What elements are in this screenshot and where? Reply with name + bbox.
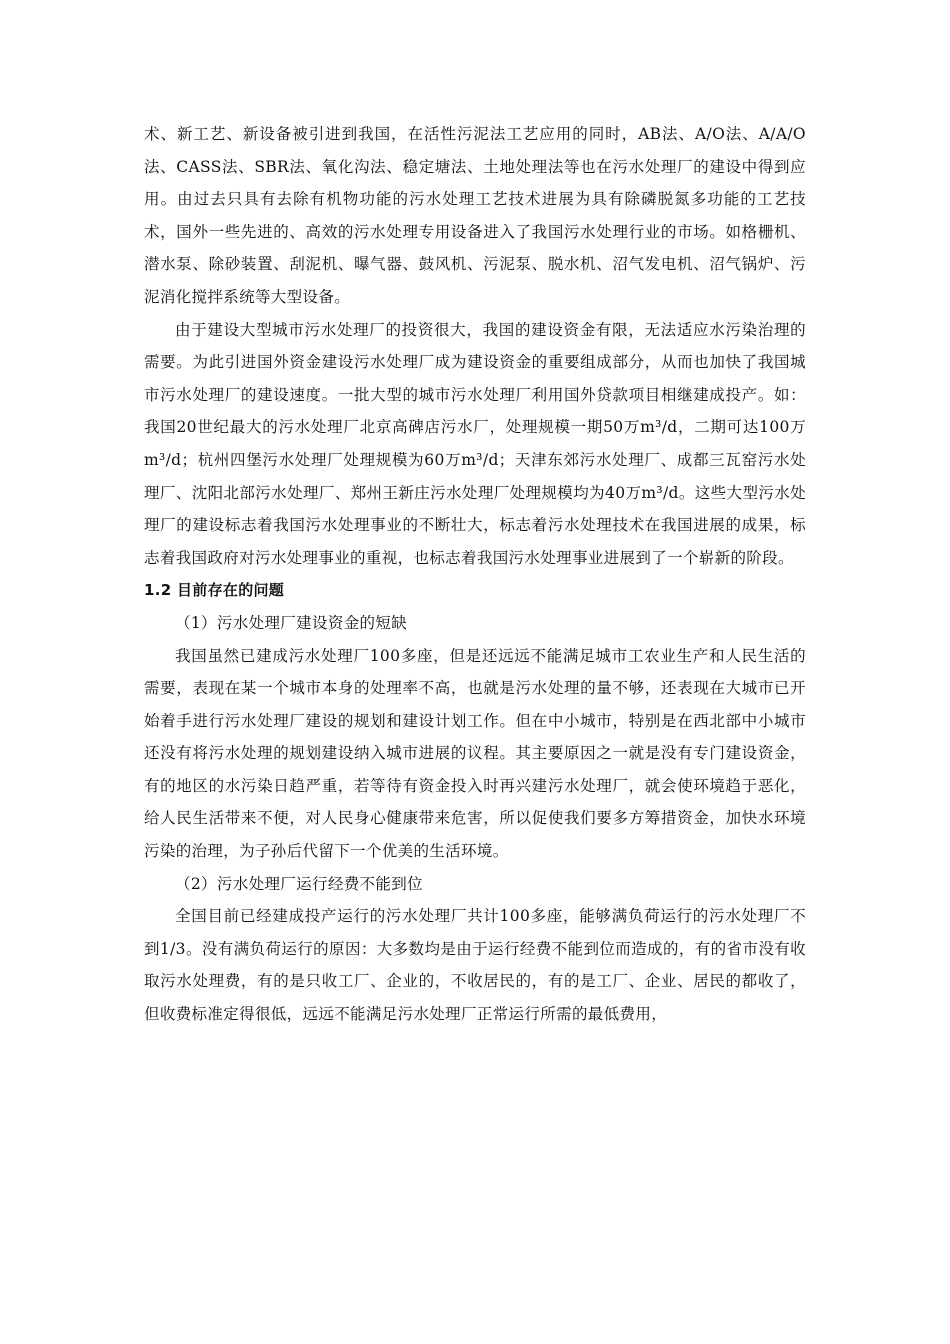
section-heading-current-problems: 1.2 目前存在的问题 [144, 581, 285, 600]
paragraph-process-technology: 术、新工艺、新设备被引进到我国，在活性污泥法工艺应用的同时，AB法、A/O法、A/A/O法、CASS法、SBR法、氧化沟法、稳定塘法、土地处理法等也在污水处理厂的建设中得到应用。由过去只具有去除有机物功能的污水处理工艺技术进展为具有除磷脱氮多功能的工艺技术，国外一些先进的、高效的污水处理专用设备进入了我国污水处理行业的市场。如格栅机、潜水泵、除砂装置、刮泥机、曝气器、鼓风机、污泥泵、脱水机、沼气发电机、沼气锅炉、污泥消化搅拌系统等大型设备。 [144, 125, 806, 306]
subheading-funding-shortage: （1）污水处理厂建设资金的短缺 [175, 613, 408, 632]
paragraph-funding-shortage: 我国虽然已建成污水处理厂100多座，但是还远远不能满足城市工农业生产和人民生活的需要，表现在某一个城市本身的处理率不高，也就是污水处理的量不够，还表现在大城市已开始着手进行污水处理厂建设的规划和建设计划工作。但在中小城市，特别是在西北部中小城市还没有将污水处理的规划建设纳入城市进展的议程。其主要原因之一就是没有专门建设资金，有的地区的水污染日趋严重，若等待有资金投入时再兴建污水处理厂，就会使环境趋于恶化，给人民生活带来不便，对人民身心健康带来危害，所以促使我们要多方筹措资金，加快水环境污染的治理，为子孙后代留下一个优美的生活环境。 [144, 646, 806, 861]
paragraph-foreign-investment: 由于建设大型城市污水处理厂的投资很大，我国的建设资金有限，无法适应水污染治理的需要。为此引进国外资金建设污水处理厂成为建设资金的重要组成部分，从而也加快了我国城市污水处理厂的建设速度。一批大型的城市污水处理厂利用国外贷款项目相继建成投产。如：我国20世纪最大的污水处理厂北京高碑店污水厂，处理规模一期50万m³/d，二期可达100万m³/d；杭州四堡污水处理厂处理规模为60万m³/d；天津东郊污水处理厂、成都三瓦窑污水处理厂、沈阳北部污水处理厂、郑州王新庄污水处理厂处理规模均为40万m³/d。这些大型污水处理厂的建设标志着我国污水处理事业的不断壮大，标志着污水处理技术在我国进展的成果，标志着我国政府对污水处理事业的重视，也标志着我国污水处理事业进展到了一个崭新的阶段。 [144, 320, 806, 567]
paragraph-operating-funds: 全国目前已经建成投产运行的污水处理厂共计100多座，能够满负荷运行的污水处理厂不到1/3。没有满负荷运行的原因：大多数均是由于运行经费不能到位而造成的，有的省市没有收取污水处理费，有的是只收工厂、企业的，不收居民的，有的是工厂、企业、居民的都收了，但收费标准定得很低，远远不能满足污水处理厂正常运行所需的最低费用， [144, 907, 806, 1024]
document-body [144, 118, 806, 1031]
subheading-operating-funds: （2）污水处理厂运行经费不能到位 [175, 874, 423, 893]
